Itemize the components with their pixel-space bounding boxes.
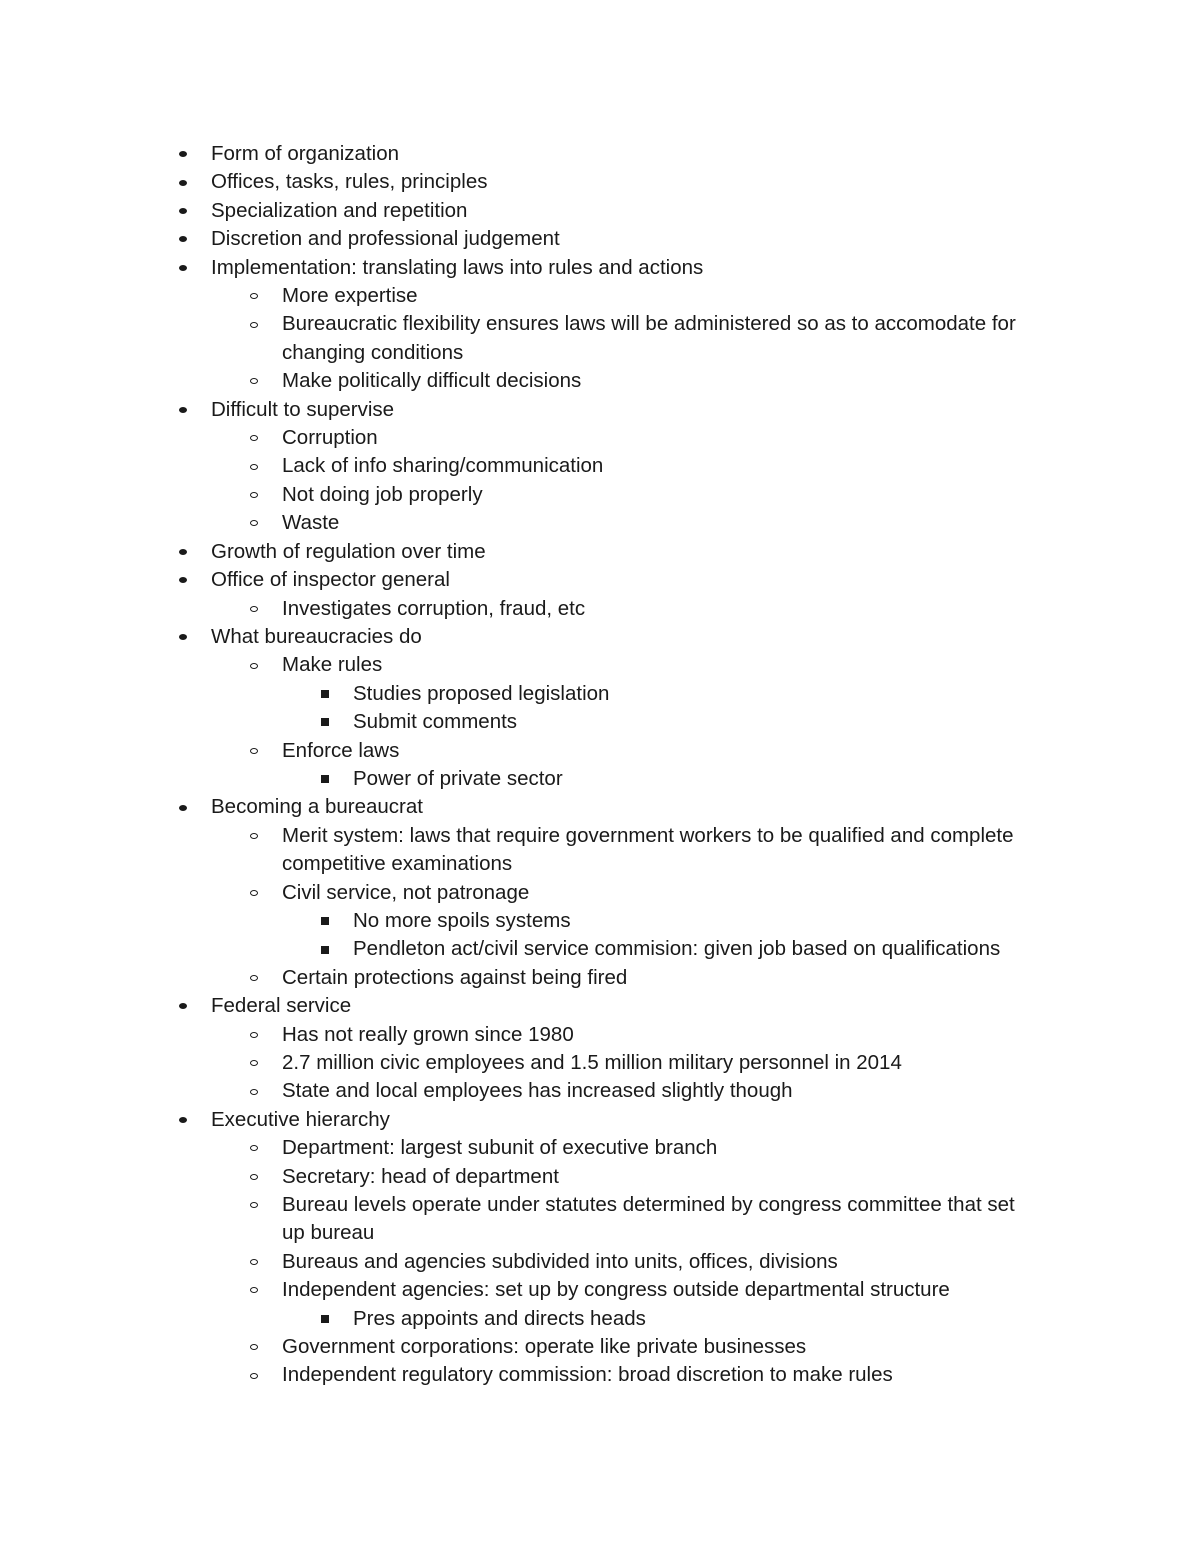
list-item xyxy=(0,396,1200,424)
list-item xyxy=(0,509,1200,537)
list-item xyxy=(0,1276,1200,1304)
list-item xyxy=(0,254,1200,282)
list-item xyxy=(0,879,1200,907)
bullet-circle-icon xyxy=(247,1049,261,1077)
list-item-text: More expertise xyxy=(282,284,418,308)
bullet-dot-icon xyxy=(176,623,190,651)
bullet-dot-icon xyxy=(176,566,190,594)
list-item xyxy=(0,310,1200,338)
list-item-text: Waste xyxy=(282,511,340,535)
bullet-dot-icon xyxy=(176,197,190,225)
bullet-dot-icon xyxy=(176,793,190,821)
list-item-text: Form of organization xyxy=(211,142,400,165)
list-item-text: Implementation: translating laws into rules and actions xyxy=(211,255,704,279)
bullet-circle-icon xyxy=(247,424,261,452)
bullet-circle-icon xyxy=(247,282,261,310)
bullet-circle-icon xyxy=(247,651,261,679)
list-item-text: Make politically difficult decisions xyxy=(282,369,582,393)
list-item xyxy=(0,793,1200,821)
list-item-text: Pendleton act/civil service commision: given job based on qualifications xyxy=(353,937,1001,961)
bullet-dot-icon xyxy=(176,396,190,424)
bullet-circle-icon xyxy=(247,1134,261,1162)
list-item xyxy=(0,651,1200,679)
list-item-text: Specialization and repetition xyxy=(211,198,468,222)
list-item-text: State and local employees has increased slightly though xyxy=(282,1079,793,1103)
list-item xyxy=(0,1248,1200,1276)
list-item-text: Discretion and professional judgement xyxy=(211,227,560,251)
list-item xyxy=(0,452,1200,480)
bullet-circle-icon xyxy=(247,452,261,480)
list-item-text: Corruption xyxy=(282,426,378,450)
bullet-circle-icon xyxy=(247,879,261,907)
list-item xyxy=(0,1163,1200,1191)
bullet-circle-icon xyxy=(247,1248,261,1276)
bullet-circle-icon xyxy=(247,595,261,623)
bullet-circle-icon xyxy=(247,1163,261,1191)
list-item-text: 2.7 million civic employees and 1.5 million military personnel in 2014 xyxy=(282,1051,902,1074)
list-item xyxy=(0,1106,1200,1134)
bullet-circle-icon xyxy=(247,822,261,850)
list-item-text: Pres appoints and directs heads xyxy=(353,1306,646,1330)
bullet-circle-icon xyxy=(247,1361,261,1389)
list-item xyxy=(0,225,1200,253)
list-item xyxy=(0,737,1200,765)
list-item-text: Civil service, not patronage xyxy=(282,880,530,904)
list-item xyxy=(0,481,1200,509)
list-item-text: Office of inspector general xyxy=(211,568,450,592)
list-item xyxy=(0,1305,1200,1333)
list-item-text: Federal service xyxy=(211,994,352,1018)
list-item xyxy=(0,168,1200,196)
list-item xyxy=(0,708,1200,736)
list-item xyxy=(0,680,1200,708)
list-item xyxy=(0,992,1200,1020)
list-item-text: Bureau levels operate under statutes determined by congress committee that set xyxy=(282,1193,1015,1217)
list-item xyxy=(0,566,1200,594)
bullet-dot-icon xyxy=(176,992,190,1020)
list-item xyxy=(0,140,1200,168)
list-item xyxy=(0,282,1200,310)
list-item-text: Studies proposed legislation xyxy=(353,681,610,705)
list-item xyxy=(0,964,1200,992)
bullet-circle-icon xyxy=(247,1021,261,1049)
list-item-text: Submit comments xyxy=(353,710,518,734)
list-item-text: Difficult to supervise xyxy=(211,397,395,421)
list-item-text: What bureaucracies do xyxy=(211,624,422,648)
list-item-text: Enforce laws xyxy=(282,738,400,762)
list-item xyxy=(0,765,1200,793)
list-item-text: No more spoils systems xyxy=(353,908,571,932)
list-item xyxy=(0,424,1200,452)
list-item xyxy=(0,1077,1200,1105)
list-item xyxy=(0,1361,1200,1389)
bullet-circle-icon xyxy=(247,964,261,992)
bullet-dot-icon xyxy=(176,1106,190,1134)
list-item-text: Offices, tasks, rules, principles xyxy=(211,170,488,194)
list-item xyxy=(0,1021,1200,1049)
bullet-square-icon xyxy=(318,907,332,935)
bullet-dot-icon xyxy=(176,168,190,196)
list-item-text: Independent agencies: set up by congress outside departmental structure xyxy=(282,1278,950,1302)
list-item-text: Executive hierarchy xyxy=(211,1107,390,1131)
list-item xyxy=(0,367,1200,395)
list-item xyxy=(0,1191,1200,1219)
list-item-continuation: up bureau xyxy=(282,1221,375,1245)
list-item-text: Independent regulatory commission: broad discretion to make rules xyxy=(282,1363,893,1387)
list-item xyxy=(0,907,1200,935)
bullet-circle-icon xyxy=(247,367,261,395)
list-item-text: Bureaucratic flexibility ensures laws will be administered so as to accomodate for xyxy=(282,312,1016,336)
list-item-text: Bureaus and agencies subdivided into units, offices, divisions xyxy=(282,1249,838,1273)
bullet-circle-icon xyxy=(247,1077,261,1105)
bullet-circle-icon xyxy=(247,1276,261,1304)
bullet-circle-icon xyxy=(247,310,261,338)
list-item-text: Secretary: head of department xyxy=(282,1164,559,1188)
list-item-text: Growth of regulation over time xyxy=(211,539,486,563)
list-item xyxy=(0,822,1200,850)
list-item xyxy=(0,197,1200,225)
list-item-text: Government corporations: operate like private businesses xyxy=(282,1335,807,1359)
bullet-square-icon xyxy=(318,935,332,963)
list-item xyxy=(0,1134,1200,1162)
list-item xyxy=(0,595,1200,623)
list-item-text: Make rules xyxy=(282,653,383,677)
list-item-text: Lack of info sharing/communication xyxy=(282,454,604,478)
bullet-dot-icon xyxy=(176,538,190,566)
list-item-continuation: competitive examinations xyxy=(282,852,513,876)
bullet-dot-icon xyxy=(176,254,190,282)
list-item-text: Has not really grown since 1980 xyxy=(282,1022,574,1046)
bullet-square-icon xyxy=(318,680,332,708)
bullet-circle-icon xyxy=(247,1191,261,1219)
list-item-text: Investigates corruption, fraud, etc xyxy=(282,596,586,620)
list-item-text: Becoming a bureaucrat xyxy=(211,795,423,819)
list-item-text: Power of private sector xyxy=(353,766,563,790)
list-item xyxy=(0,1333,1200,1361)
list-item-text: Certain protections against being fired xyxy=(282,965,628,989)
bullet-circle-icon xyxy=(247,1333,261,1361)
list-item xyxy=(0,1049,1200,1077)
bullet-circle-icon xyxy=(247,481,261,509)
bulleted-notes-list xyxy=(0,140,1200,1390)
list-item-text: Department: largest subunit of executive branch xyxy=(282,1136,718,1160)
list-item-text: Not doing job properly xyxy=(282,482,483,506)
bullet-circle-icon xyxy=(247,509,261,537)
list-item xyxy=(0,935,1200,963)
bullet-dot-icon xyxy=(176,225,190,253)
bullet-square-icon xyxy=(318,765,332,793)
bullet-square-icon xyxy=(318,708,332,736)
list-item-continuation: changing conditions xyxy=(282,340,464,364)
bullet-square-icon xyxy=(318,1305,332,1333)
list-item-text: Merit system: laws that require government workers to be qualified and complete xyxy=(282,823,1014,847)
bullet-dot-icon xyxy=(176,140,190,168)
bullet-circle-icon xyxy=(247,737,261,765)
list-item xyxy=(0,538,1200,566)
list-item xyxy=(0,623,1200,651)
